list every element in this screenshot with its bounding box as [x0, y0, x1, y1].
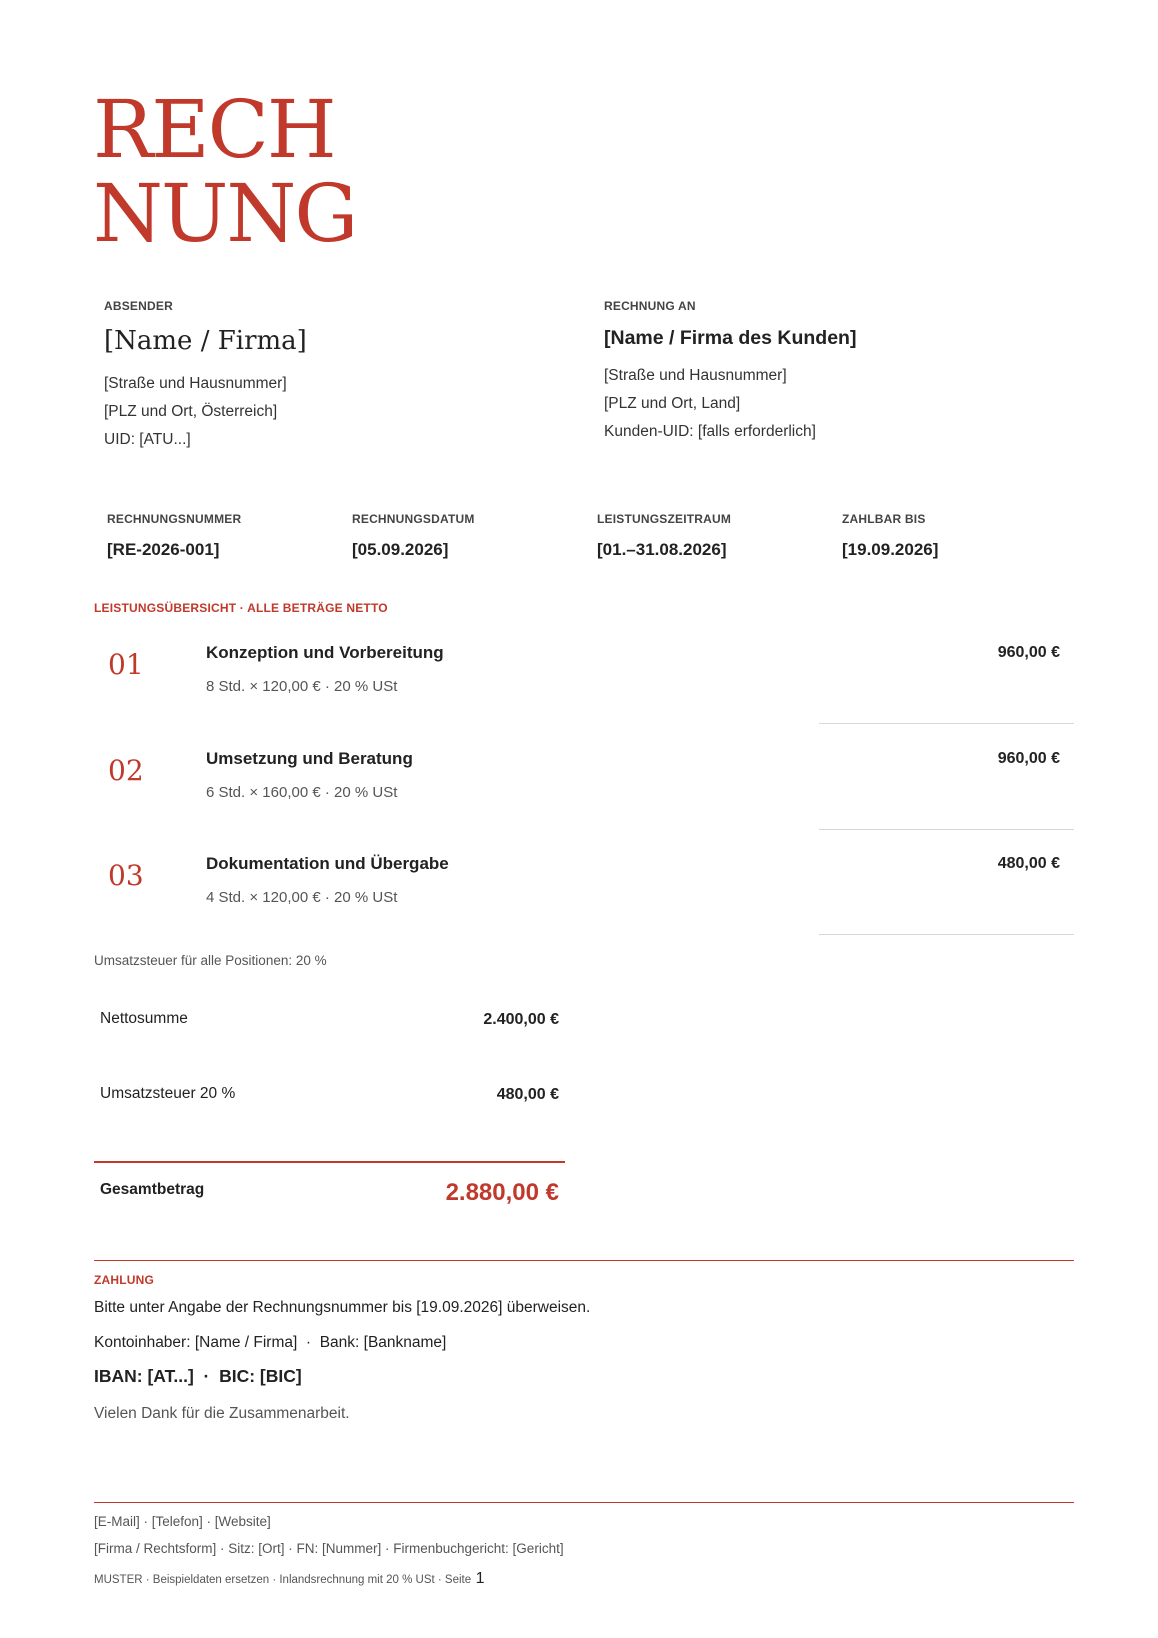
tax-note: Umsatzsteuer für alle Positionen: 20 %	[94, 953, 327, 968]
footer-divider	[94, 1502, 1074, 1503]
position-separator	[819, 829, 1074, 830]
invoice-title	[93, 83, 357, 260]
total-divider	[94, 1161, 565, 1163]
position-number: 01	[108, 648, 144, 681]
position-separator	[819, 723, 1074, 724]
net-sum-value: 2.400,00 €	[483, 1011, 559, 1028]
position-number: 03	[108, 859, 144, 892]
footer-note-line	[94, 1570, 484, 1588]
total-value: 2.880,00 €	[445, 1179, 559, 1206]
position-amount: 960,00 €	[997, 750, 1060, 767]
recipient-name: [Name / Firma des Kunden]	[604, 327, 857, 349]
payment-account: Kontoinhaber: [Name / Firma] · Bank: [Bankname]	[94, 1334, 447, 1351]
service-period-label: LEISTUNGSZEITRAUM	[597, 512, 732, 526]
position-title: Dokumentation und Übergabe	[206, 854, 449, 873]
net-sum-label: Nettosumme	[100, 1010, 188, 1027]
position-detail: 6 Std. × 160,00 € · 20 % USt	[206, 784, 398, 801]
invoice-number-value: [RE-2026-001]	[107, 540, 220, 559]
invoice-number-label: RECHNUNGSNUMMER	[107, 512, 242, 526]
thanks-note: Vielen Dank für die Zusammenarbeit.	[94, 1405, 350, 1422]
page-number: 1	[475, 1570, 485, 1587]
position-detail: 8 Std. × 120,00 € · 20 % USt	[206, 678, 398, 695]
payment-label: ZAHLUNG	[94, 1273, 155, 1287]
position-number: 02	[108, 754, 144, 787]
recipient-label: RECHNUNG AN	[604, 299, 696, 313]
position-separator	[819, 934, 1074, 935]
position-detail: 4 Std. × 120,00 € · 20 % USt	[206, 889, 398, 906]
position-amount: 480,00 €	[997, 855, 1060, 872]
tax-value: 480,00 €	[496, 1086, 559, 1103]
position-amount: 960,00 €	[997, 644, 1060, 661]
invoice-title-line2: NUNG	[93, 167, 357, 260]
sender-street: [Straße und Hausnummer]	[104, 375, 287, 392]
positions-label: LEISTUNGSÜBERSICHT · ALLE BETRÄGE NETTO	[94, 601, 388, 615]
position-title: Umsetzung und Beratung	[206, 749, 413, 768]
recipient-street: [Straße und Hausnummer]	[604, 367, 787, 384]
recipient-uid: Kunden-UID: [falls erforderlich]	[604, 423, 816, 440]
due-date-label: ZAHLBAR BIS	[842, 512, 926, 526]
sender-uid: UID: [ATU...]	[104, 431, 191, 448]
payment-instruction: Bitte unter Angabe der Rechnungsnummer bis [19.09.2026] überweisen.	[94, 1299, 591, 1316]
service-period-value: [01.–31.08.2026]	[597, 540, 727, 559]
invoice-title-line1: RECH	[93, 83, 335, 176]
total-label: Gesamtbetrag	[100, 1181, 205, 1198]
footer-contact: [E-Mail] · [Telefon] · [Website]	[94, 1514, 271, 1529]
footer-company: [Firma / Rechtsform] · Sitz: [Ort] · FN: [Nummer] · Firmenbuchgericht: [Gericht]	[94, 1541, 564, 1556]
invoice-date-label: RECHNUNGSDATUM	[352, 512, 475, 526]
sender-name: [Name / Firma]	[104, 326, 307, 356]
footer-note: MUSTER · Beispieldaten ersetzen · Inlandsrechnung mit 20 % USt · Seite	[94, 1574, 472, 1586]
due-date-value: [19.09.2026]	[842, 540, 939, 559]
sender-label: ABSENDER	[104, 299, 173, 313]
position-title: Konzeption und Vorbereitung	[206, 643, 444, 662]
recipient-city: [PLZ und Ort, Land]	[604, 395, 741, 412]
payment-divider	[94, 1260, 1074, 1261]
tax-label: Umsatzsteuer 20 %	[100, 1085, 236, 1102]
payment-iban: IBAN: [AT...] · BIC: [BIC]	[94, 1366, 302, 1386]
sender-city: [PLZ und Ort, Österreich]	[104, 403, 278, 420]
invoice-date-value: [05.09.2026]	[352, 540, 449, 559]
